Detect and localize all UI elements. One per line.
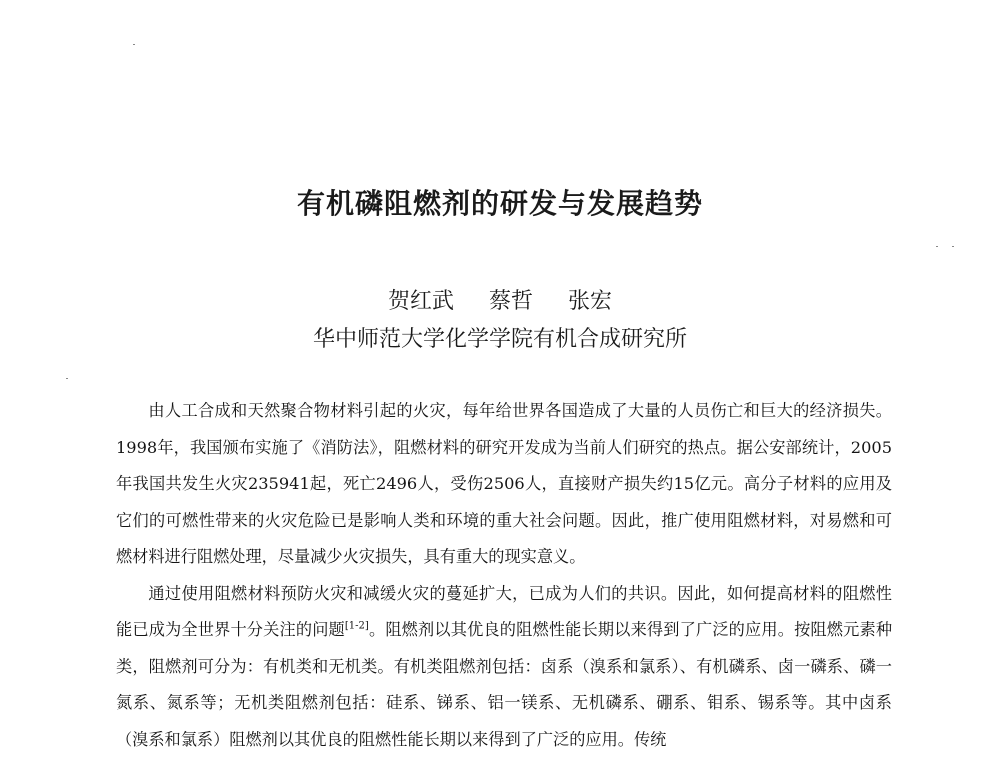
body-paragraph bbox=[116, 576, 892, 759]
scan-speck bbox=[952, 246, 954, 247]
body-paragraph: 由人工合成和天然聚合物材料引起的火灾，每年给世界各国造成了大量的人员伤亡和巨大的经济损失。1998年，我国颁布实施了《消防法》，阻燃材料的研究开发成为当前人们研究的热点。据公安部统计，2005年我国共发生火灾235941起，死亡2496人，受伤2506人，直接财产损失约15亿元。高分子材料的应用及它们的可燃性带来的火灾危险已是影响人类和环境的重大社会问题。因此，推广使用阻燃材料，对易燃和可燃材料进行阻燃处理，尽量减少火灾损失，具有重大的现实意义。 bbox=[116, 401, 892, 566]
author-list bbox=[0, 284, 1000, 315]
paragraph-text: 。阻燃剂以其优良的阻燃性能长期以来得到了广泛的应用。按阻燃元素种类，阻燃剂可分为：有机类和无机类。有机类阻燃剂包括：卤系（溴系和氯系）、有机磷系、卤一磷系、磷一氮系、氮系等；无机类阻燃剂包括：硅系、锑系、铝一镁系、无机磷系、硼系、钼系、锡系等。其中卤系（溴系和氯系）阻燃剂以其优良的阻燃性能长期以来得到了广泛的应用。传统 bbox=[116, 620, 893, 749]
author-affiliation: 华中师范大学化学学院有机合成研究所 bbox=[312, 327, 687, 352]
author-name: 贺红武 bbox=[387, 289, 454, 314]
scan-speck bbox=[936, 246, 938, 247]
author-name: 蔡哲 bbox=[488, 289, 533, 314]
article-title: 有机磷阻燃剂的研发与发展趋势 bbox=[296, 187, 703, 220]
paragraph-text: 通过使用阻燃材料预防火灾和减缓火灾的蔓延扩大，已成为人们的共识。因此，如何提高材料的阻燃性能已成为全世界十分关注的问题 bbox=[116, 583, 892, 639]
author-name: 张宏 bbox=[568, 289, 613, 314]
scan-speck bbox=[66, 378, 68, 379]
article-body bbox=[116, 393, 892, 758]
scan-speck bbox=[133, 44, 135, 45]
citation-reference: [1-2] bbox=[344, 620, 369, 632]
